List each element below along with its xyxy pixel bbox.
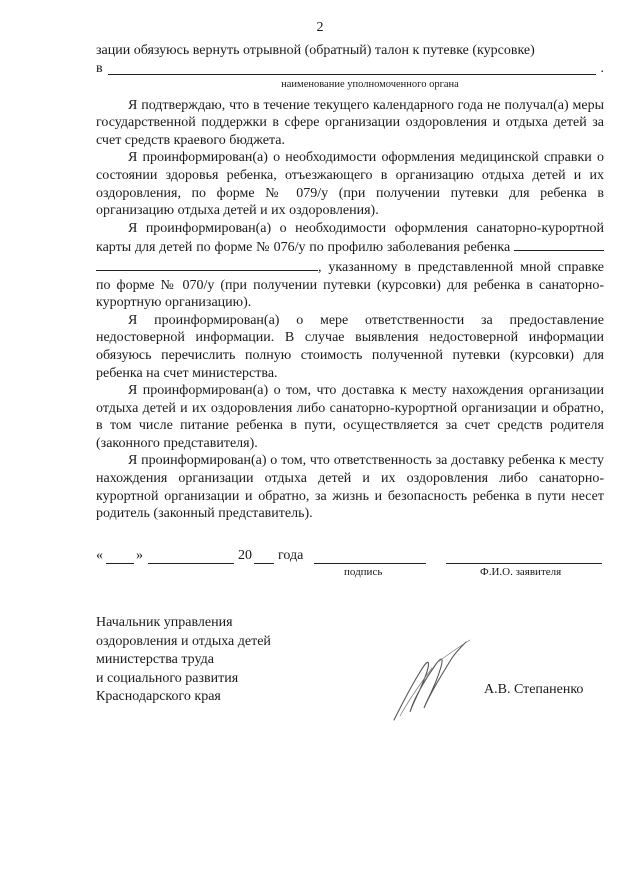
fio-blank <box>446 562 602 564</box>
date-close-quote: » <box>136 548 143 563</box>
date-year-blank <box>254 562 274 564</box>
date-signature-row <box>96 548 604 568</box>
paragraph-delivery-responsibility: Я проинформирован(а) о том, что ответственность за доставку ребенка к месту нахождения организации отдыха детей и их оздоровления либо санаторно-курортной организации и обратно, за жизнь и безопасность ребенка в пути несет родитель (законный представитель). <box>96 453 604 522</box>
blank-diagnosis <box>96 257 318 271</box>
authority-line <box>96 60 604 78</box>
authority-dot: . <box>600 60 604 76</box>
caption-fio: Ф.И.О. заявителя <box>480 566 562 578</box>
paragraph-no-support: Я подтверждаю, что в течение текущего календарного года не получал(а) меры государственной поддержки в сфере организации оздоровления и отдыха детей за счет средств краевого бюджета. <box>96 97 604 148</box>
signature-blank <box>314 562 426 564</box>
page-number: 2 <box>316 20 324 35</box>
paragraph-return-coupon: зации обязуюсь вернуть отрывной (обратный) талон к путевке (курсовке) <box>96 43 535 58</box>
date-year-prefix: 20 <box>238 548 252 563</box>
signatory-title <box>96 614 271 707</box>
handwritten-signature <box>380 628 480 728</box>
sanatorium-card-text-b: , указанному в представленной мной справке по форме № 070/у (при получении путевки (курсовки) для ребенка в санаторно-курортную организацию). <box>96 259 604 311</box>
authority-blank <box>108 74 596 75</box>
sanatorium-card-text-a: Я проинформирован(а) о необходимости оформления санаторно-курортной карты для детей по форме № 076/у по профилю заболевания ребенка <box>96 220 604 256</box>
blank-diagnosis-code <box>514 237 604 251</box>
signatory-line: оздоровления и отдыха детей <box>96 633 271 649</box>
paragraph-medical-certificate: Я проинформирован(а) о необходимости оформления медицинской справки о состоянии здоровья ребенка, отъезжающего в организацию отдыха детей и их оздоровления, по форме № 079/у (при получении путевки для ребенка в организацию отдыха детей и их оздоровления). <box>96 150 604 219</box>
date-day-blank <box>106 562 134 564</box>
authority-prefix: в <box>96 60 103 76</box>
signatory-line: министерства труда <box>96 652 214 667</box>
date-year-word: года <box>278 548 304 563</box>
paragraph-delivery-cost: Я проинформирован(а) о том, что доставка к месту нахождения организации отдыха детей и их оздоровления либо санаторно-курортной организации и обратно, в том числе питание ребенка в пути, осуществляется за счет средств родителя (законного представителя). <box>96 383 604 451</box>
paragraph-sanatorium-card <box>96 220 604 312</box>
date-open-quote: « <box>96 548 103 563</box>
document-body <box>96 42 604 523</box>
signatory-line: Краснодарского края <box>96 689 221 704</box>
signatory-line: Начальник управления <box>96 615 233 630</box>
signer-name: А.В. Степаненко <box>484 682 584 697</box>
caption-signature: подпись <box>344 566 383 578</box>
paragraph-responsibility: Я проинформирован(а) о мере ответственности за предоставление недостоверной информации. В случае выявления недостоверной информации обязуюсь перечислить полную стоимость полученной путевки (курсовки) для ребенка на счет министерства. <box>96 312 604 381</box>
date-month-blank <box>148 562 234 564</box>
signatory-line: и социального развития <box>96 670 239 686</box>
caption-authority: наименование уполномоченного органа <box>281 78 459 90</box>
